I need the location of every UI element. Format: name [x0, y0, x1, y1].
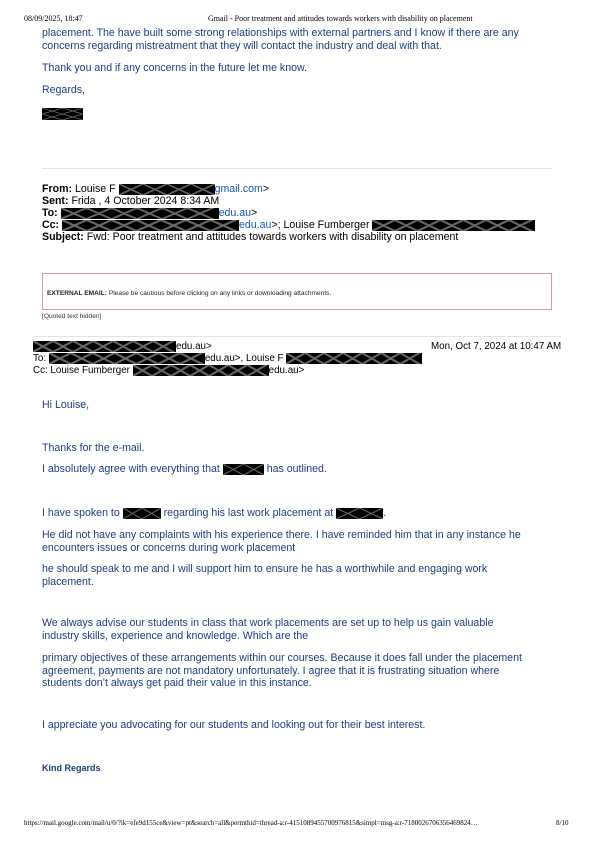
redaction-box: [42, 108, 83, 120]
spoken-paragraph: [42, 507, 386, 520]
paragraph-continuation: [42, 27, 519, 52]
text-line: He did not have any complaints with his experience there. I have reminded him that in any instance he: [42, 529, 521, 541]
text-line: primary objectives of these arrangements within our courses. Because it does fall under the placement: [42, 652, 522, 664]
complaints-paragraph: [42, 529, 521, 554]
spoken-text-a: I have spoken to: [42, 507, 120, 519]
redaction-box: [49, 353, 205, 364]
print-title: Gmail - Poor treatment and attitudes towards workers with disability on placement: [208, 14, 473, 23]
agree-text-a: I absolutely agree with everything that: [42, 463, 220, 475]
redaction-box: [372, 220, 535, 231]
appreciate-paragraph: I appreciate you advocating for our students and looking out for their best interest.: [42, 719, 426, 731]
warning-text: Please be cautious before clicking on any links or downloading attachments.: [108, 290, 332, 297]
agree-paragraph: [42, 463, 327, 476]
print-url: https://mail.google.com/mail/u/0/?ik=efe9d155ce&view=pt&search=all&permthid=thread-a:r-4151089455700976815&simpl=msg-a:r-7180026706356469824…: [24, 819, 478, 827]
divider: [42, 168, 552, 169]
text-line: placement.: [42, 575, 94, 588]
message-date: Mon, Oct 7, 2024 at 10:47 AM: [431, 341, 562, 352]
redaction-box: [286, 353, 422, 364]
sent-line: [42, 195, 535, 207]
sent-label: Sent:: [42, 195, 69, 207]
redaction-box: [123, 508, 161, 519]
message-cc-line: [33, 365, 304, 377]
paragraph-thank-you: Thank you and if any concerns in the future let me know.: [42, 62, 307, 74]
cc-suffix: edu.au>: [268, 365, 305, 377]
regards-text: Regards,: [42, 84, 85, 96]
cc-rest: >; Louise Fumberger: [271, 219, 370, 231]
text-line: agreement, payments are not mandatory unfortunately. I agree that it is frustrating situation where: [42, 664, 500, 677]
subject-label: Subject:: [42, 231, 84, 243]
redaction-box: [119, 184, 215, 195]
redaction-box: [336, 508, 383, 519]
redaction-box: [61, 208, 219, 219]
text-line: placement. The have built some strong relationships with external partners and I know if there are any: [42, 27, 519, 39]
message-from-line: [33, 341, 212, 353]
cc-label: Cc: Louise Fumberger: [33, 365, 130, 377]
text-line: students don’t always get paid their value in this instance.: [42, 677, 312, 689]
to-close: >: [251, 207, 258, 219]
to-domain[interactable]: edu.au: [218, 207, 252, 219]
page-number: 8/10: [556, 819, 569, 827]
redaction-box: [62, 220, 239, 231]
thanks-text: Thanks for the e-mail.: [42, 442, 145, 454]
from-suffix: edu.au>: [176, 341, 212, 353]
cc-label: Cc:: [42, 219, 60, 231]
text-line: industry skills, experience and knowledge. Which are the: [42, 629, 309, 642]
cc-domain[interactable]: edu.au: [239, 219, 272, 231]
warning-label: EXTERNAL EMAIL:: [47, 290, 107, 297]
forward-header: [42, 183, 535, 243]
quoted-text-hidden[interactable]: [Quoted text hidden]: [42, 313, 102, 320]
divider: [33, 336, 561, 337]
from-line: [42, 183, 535, 195]
from-close: >: [262, 183, 270, 195]
agree-text-b: has outlined.: [266, 463, 327, 475]
spoken-text-b: regarding his last work placement at: [163, 507, 334, 519]
primary-paragraph: [42, 652, 522, 690]
from-label: From:: [42, 183, 73, 195]
spoken-text-c: .: [383, 507, 387, 519]
text-line: We always advise our students in class that work placements are set up to help us gain valuable: [42, 617, 494, 629]
greeting: Hi Louise,: [42, 399, 90, 411]
advise-paragraph: [42, 617, 493, 642]
text-line: he should speak to me and I will support him to ensure he has a worthwhile and engaging work: [42, 563, 488, 575]
sent-value: Frida , 4 October 2024 8:34 AM: [71, 195, 220, 207]
support-paragraph: [42, 563, 487, 588]
signoff: Kind Regards: [42, 763, 101, 773]
cc-line: [42, 219, 535, 231]
text-line: concerns regarding mistreatment that they will contact the industry and deal with that.: [42, 39, 442, 52]
external-email-warning: [42, 273, 552, 310]
subject-value: Fwd: Poor treatment and attitudes towards workers with disability on placement: [86, 231, 459, 243]
to-label: To:: [42, 207, 58, 219]
to-suffix: edu.au>, Louise F: [204, 353, 284, 365]
to-label: To:: [33, 353, 47, 365]
message-to-line: [33, 353, 422, 365]
text-line: encounters issues or concerns during work placement: [42, 541, 296, 554]
from-name: Louise F: [74, 183, 116, 195]
from-domain[interactable]: gmail.com: [214, 183, 263, 195]
to-line: [42, 207, 535, 219]
subject-line: [42, 231, 535, 243]
redaction-box: [33, 341, 176, 352]
redaction-box: [133, 365, 269, 376]
print-datetime: 08/09/2025, 18:47: [24, 14, 83, 23]
redaction-box: [223, 464, 264, 475]
